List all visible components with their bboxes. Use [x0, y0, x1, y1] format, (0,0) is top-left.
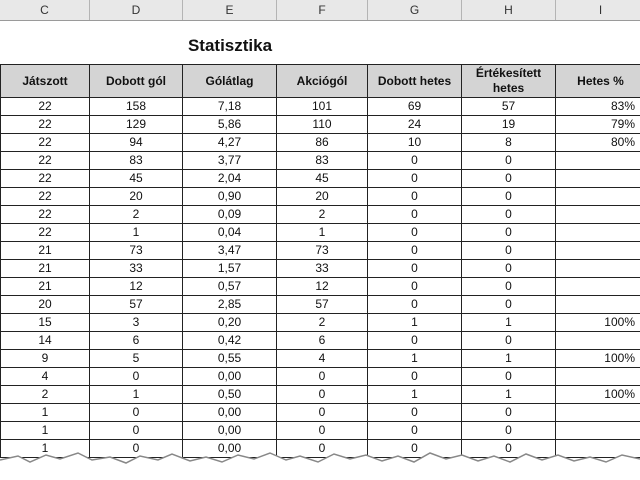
table-cell[interactable]: 0,57 — [183, 278, 277, 296]
torn-paper-edge — [0, 438, 640, 480]
table-cell[interactable]: 10 — [368, 134, 462, 152]
table-cell[interactable] — [556, 170, 640, 188]
table-cell[interactable]: 6 — [90, 332, 183, 350]
table-cell[interactable]: 0 — [368, 152, 462, 170]
table-cell[interactable]: 1 — [277, 224, 368, 242]
sheet-title: Statisztika — [187, 36, 273, 55]
table-cell[interactable]: 100% — [556, 350, 640, 368]
table-row — [0, 152, 640, 170]
table-cell[interactable]: 2 — [0, 386, 90, 404]
table-cell[interactable]: 0,00 — [183, 422, 277, 440]
table-cell[interactable]: 83% — [556, 98, 640, 116]
table-cell[interactable]: 0 — [368, 278, 462, 296]
table-cell[interactable]: 0 — [368, 242, 462, 260]
table-row — [0, 116, 640, 134]
column-header-f[interactable]: F — [277, 0, 368, 20]
table-cell[interactable]: 0 — [277, 440, 368, 458]
table-cell[interactable]: 0 — [462, 296, 556, 314]
table-cell[interactable]: 0,20 — [183, 314, 277, 332]
table-cell[interactable]: 57 — [90, 296, 183, 314]
table-cell[interactable]: 2 — [90, 206, 183, 224]
table-cell[interactable]: 0,09 — [183, 206, 277, 224]
table-cell[interactable]: 101 — [277, 98, 368, 116]
table-cell[interactable]: 1 — [90, 224, 183, 242]
table-cell[interactable]: 22 — [0, 206, 90, 224]
table-cell[interactable]: 12 — [277, 278, 368, 296]
table-cell[interactable]: 22 — [0, 152, 90, 170]
table-cell[interactable]: 0 — [277, 422, 368, 440]
table-cell[interactable] — [556, 188, 640, 206]
table-cell[interactable]: 0 — [368, 332, 462, 350]
table-header-cell[interactable]: Gólátlag — [183, 64, 277, 98]
table-row — [0, 242, 640, 260]
table-cell[interactable]: 100% — [556, 314, 640, 332]
table-cell[interactable]: 4 — [277, 350, 368, 368]
table-cell[interactable]: 33 — [277, 260, 368, 278]
table-cell[interactable]: 0 — [368, 404, 462, 422]
table-cell[interactable]: 21 — [0, 278, 90, 296]
table-cell[interactable]: 0 — [462, 224, 556, 242]
table-cell[interactable]: 33 — [90, 260, 183, 278]
table-cell[interactable]: 20 — [277, 188, 368, 206]
table-cell[interactable]: 57 — [462, 98, 556, 116]
table-cell[interactable]: 0 — [462, 404, 556, 422]
table-cell[interactable] — [556, 260, 640, 278]
table-cell[interactable]: 158 — [90, 98, 183, 116]
table-cell[interactable]: 0 — [462, 422, 556, 440]
table-cell[interactable] — [556, 152, 640, 170]
table-cell[interactable]: 0 — [462, 368, 556, 386]
table-cell[interactable]: 0 — [462, 440, 556, 458]
table-cell[interactable]: 5 — [90, 350, 183, 368]
table-cell[interactable]: 1 — [0, 422, 90, 440]
table-cell[interactable]: 19 — [462, 116, 556, 134]
table-cell[interactable]: 1 — [462, 350, 556, 368]
table-cell[interactable]: 0 — [462, 188, 556, 206]
table-cell[interactable]: 22 — [0, 98, 90, 116]
table-cell[interactable]: 83 — [90, 152, 183, 170]
table-cell[interactable]: 0,00 — [183, 404, 277, 422]
table-cell[interactable]: 3,77 — [183, 152, 277, 170]
table-row — [0, 278, 640, 296]
table-cell[interactable]: 3,47 — [183, 242, 277, 260]
table-header-cell[interactable]: Hetes % — [556, 64, 640, 98]
table-cell[interactable]: 1 — [368, 386, 462, 404]
table-cell[interactable]: 0 — [277, 386, 368, 404]
table-cell[interactable]: 21 — [0, 260, 90, 278]
table-row — [0, 386, 640, 404]
table-cell[interactable] — [556, 332, 640, 350]
table-cell[interactable]: 73 — [90, 242, 183, 260]
table-cell[interactable]: 0 — [462, 152, 556, 170]
table-cell[interactable]: 20 — [90, 188, 183, 206]
column-header-bar — [0, 0, 640, 21]
table-cell[interactable]: 0,04 — [183, 224, 277, 242]
table-cell[interactable]: 0 — [368, 440, 462, 458]
table-cell[interactable]: 0 — [90, 368, 183, 386]
table-cell[interactable]: 7,18 — [183, 98, 277, 116]
table-row — [0, 368, 640, 386]
table-cell[interactable]: 14 — [0, 332, 90, 350]
table-cell[interactable]: 0,00 — [183, 368, 277, 386]
table-cell[interactable]: 0 — [368, 170, 462, 188]
table-header-cell[interactable]: Dobott hetes — [368, 64, 462, 98]
table-cell[interactable]: 0,00 — [183, 440, 277, 458]
table-cell[interactable]: 79% — [556, 116, 640, 134]
table-cell[interactable]: 1 — [0, 404, 90, 422]
table-cell[interactable]: 1 — [0, 440, 90, 458]
column-header-i[interactable]: I — [556, 0, 640, 20]
column-header-h[interactable]: H — [462, 0, 556, 20]
table-cell[interactable]: 83 — [277, 152, 368, 170]
table-cell[interactable]: 57 — [277, 296, 368, 314]
table-cell[interactable]: 86 — [277, 134, 368, 152]
table-header-cell[interactable]: Játszott — [0, 64, 90, 98]
table-cell[interactable]: 0 — [368, 260, 462, 278]
table-cell[interactable] — [556, 224, 640, 242]
table-cell[interactable]: 1 — [368, 350, 462, 368]
table-cell[interactable]: 1 — [462, 386, 556, 404]
table-cell[interactable]: 22 — [0, 116, 90, 134]
column-header-d[interactable]: D — [90, 0, 183, 20]
table-cell[interactable]: 22 — [0, 170, 90, 188]
table-cell[interactable]: 0 — [90, 404, 183, 422]
table-cell[interactable]: 129 — [90, 116, 183, 134]
table-cell[interactable]: 0,50 — [183, 386, 277, 404]
table-row — [0, 98, 640, 116]
table-cell[interactable] — [556, 242, 640, 260]
table-row — [0, 260, 640, 278]
table-cell[interactable]: 100% — [556, 386, 640, 404]
table-cell[interactable]: 0 — [462, 206, 556, 224]
table-cell[interactable]: 0,90 — [183, 188, 277, 206]
table-cell[interactable]: 0 — [462, 260, 556, 278]
table-row — [0, 314, 640, 332]
table-header-cell[interactable]: Akciógól — [277, 64, 368, 98]
table-cell[interactable]: 24 — [368, 116, 462, 134]
table-cell[interactable]: 8 — [462, 134, 556, 152]
table-cell[interactable]: 4,27 — [183, 134, 277, 152]
table-row — [0, 332, 640, 350]
table-header-cell[interactable]: Értékesített hetes — [462, 64, 556, 98]
table-cell[interactable]: 45 — [90, 170, 183, 188]
table-cell[interactable]: 2,04 — [183, 170, 277, 188]
table-cell[interactable]: 0 — [277, 368, 368, 386]
table-cell[interactable]: 0 — [368, 296, 462, 314]
table-cell[interactable]: 9 — [0, 350, 90, 368]
table-cell[interactable]: 0 — [368, 224, 462, 242]
table-row — [0, 188, 640, 206]
table-cell[interactable]: 45 — [277, 170, 368, 188]
table-row — [0, 224, 640, 242]
table-cell[interactable]: 0 — [462, 332, 556, 350]
table-cell[interactable]: 22 — [0, 134, 90, 152]
table-cell[interactable]: 73 — [277, 242, 368, 260]
table-cell[interactable]: 1 — [368, 314, 462, 332]
table-cell[interactable]: 0 — [277, 404, 368, 422]
table-cell[interactable]: 69 — [368, 98, 462, 116]
table-row — [0, 350, 640, 368]
table-cell[interactable]: 21 — [0, 242, 90, 260]
table-cell[interactable]: 2 — [277, 206, 368, 224]
table-cell[interactable] — [556, 404, 640, 422]
table-cell[interactable] — [556, 368, 640, 386]
torn-edge-shape — [0, 453, 640, 480]
table-cell[interactable]: 22 — [0, 188, 90, 206]
table-row — [0, 170, 640, 188]
column-header-g[interactable]: G — [368, 0, 462, 20]
table-cell[interactable]: 0 — [462, 278, 556, 296]
table-cell[interactable]: 5,86 — [183, 116, 277, 134]
table-cell[interactable]: 0 — [368, 188, 462, 206]
table-cell[interactable]: 15 — [0, 314, 90, 332]
table-cell[interactable]: 0 — [368, 368, 462, 386]
column-header-e[interactable]: E — [183, 0, 277, 20]
table-cell[interactable]: 1,57 — [183, 260, 277, 278]
table-cell[interactable]: 20 — [0, 296, 90, 314]
table-header-cell[interactable]: Dobott gól — [90, 64, 183, 98]
table-cell[interactable]: 12 — [90, 278, 183, 296]
table-row — [0, 206, 640, 224]
table-cell[interactable]: 3 — [90, 314, 183, 332]
table-cell[interactable]: 0 — [90, 440, 183, 458]
table-cell[interactable]: 6 — [277, 332, 368, 350]
table-cell[interactable]: 80% — [556, 134, 640, 152]
table-cell[interactable]: 0,55 — [183, 350, 277, 368]
table-cell[interactable]: 0 — [368, 206, 462, 224]
table-cell[interactable]: 4 — [0, 368, 90, 386]
table-cell[interactable]: 1 — [462, 314, 556, 332]
table-cell[interactable]: 1 — [90, 386, 183, 404]
table-row — [0, 404, 640, 422]
table-row — [0, 134, 640, 152]
table-cell[interactable] — [556, 206, 640, 224]
table-cell[interactable]: 0 — [462, 242, 556, 260]
table-cell[interactable] — [556, 296, 640, 314]
column-header-c[interactable]: C — [0, 0, 90, 20]
table-cell[interactable] — [556, 278, 640, 296]
table-row — [0, 296, 640, 314]
table-cell[interactable]: 22 — [0, 224, 90, 242]
table-cell[interactable]: 2,85 — [183, 296, 277, 314]
table-cell[interactable]: 0 — [90, 422, 183, 440]
table-cell[interactable]: 110 — [277, 116, 368, 134]
table-cell[interactable]: 0,42 — [183, 332, 277, 350]
table-cell[interactable]: 94 — [90, 134, 183, 152]
table-cell[interactable]: 0 — [462, 170, 556, 188]
table-cell[interactable]: 0 — [368, 422, 462, 440]
table-cell[interactable]: 2 — [277, 314, 368, 332]
